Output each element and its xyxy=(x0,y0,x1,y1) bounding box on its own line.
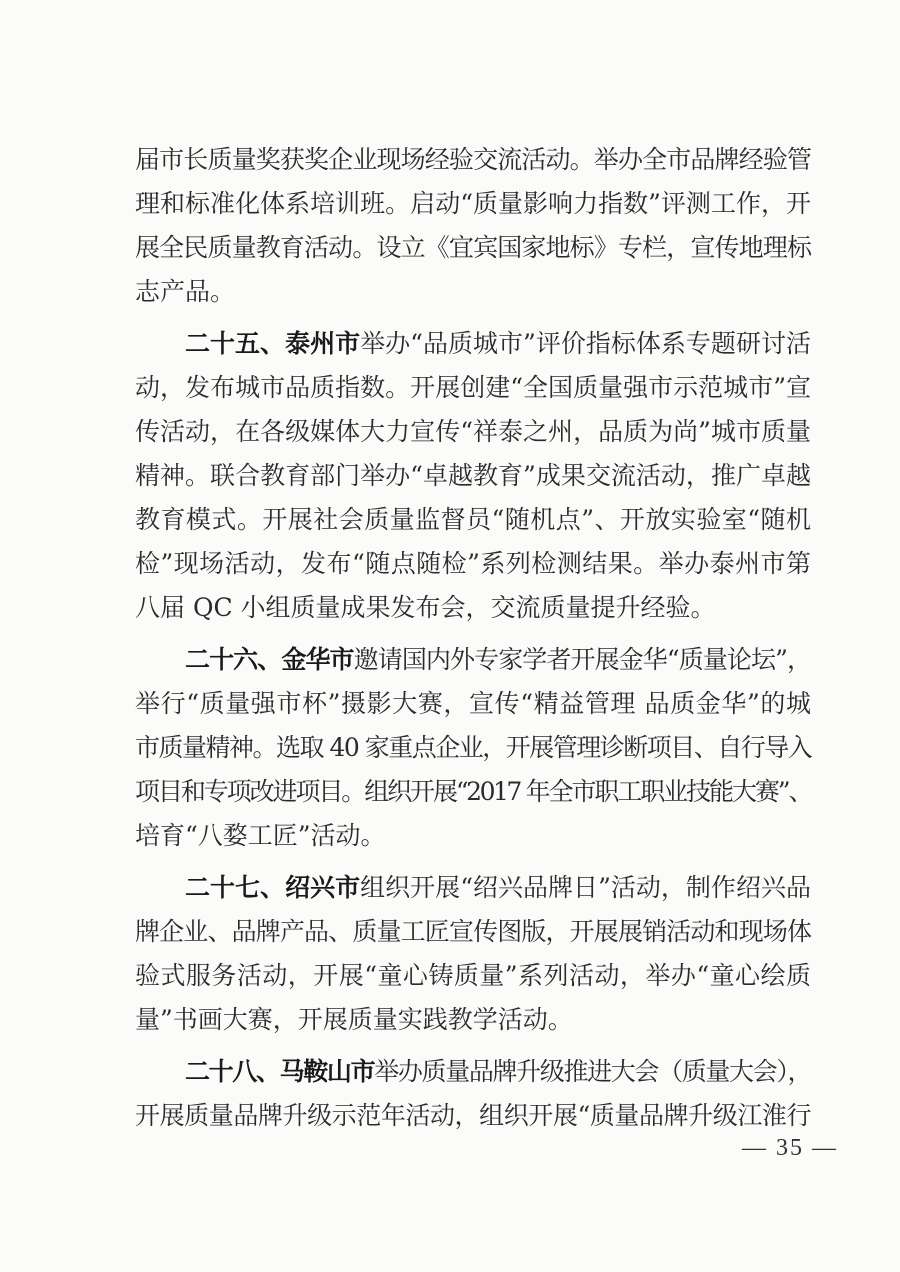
text-line: 牌企业、品牌产品、质量工匠宣传图版，开展展销活动和现场体 xyxy=(135,917,811,946)
paragraph-maanshan xyxy=(135,1050,811,1138)
text-line xyxy=(135,322,811,366)
text-line: 志产品。 xyxy=(135,277,236,306)
document-body xyxy=(135,138,811,1146)
text-line: 检”现场活动，发布“随点随检”系列检测结果。举办泰州市第 xyxy=(135,549,811,578)
text-span: 举办质量品牌升级推进大会（质量大会）， xyxy=(374,1057,811,1086)
text-line xyxy=(135,1050,811,1094)
text-line: 培育“八婺工匠”活动。 xyxy=(135,821,386,850)
paragraph-shaoxing xyxy=(135,866,811,1042)
text-line: 动，发布城市品质指数。开展创建“全国质量强市示范城市”宣 xyxy=(135,373,811,402)
text-line xyxy=(135,638,811,682)
section-heading: 二十五、泰州市 xyxy=(185,329,361,358)
text-span: 邀请国内外专家学者开展金华“质量论坛”， xyxy=(353,645,811,674)
text-line: 项目和专项改进项目。组织开展“2017 年全市职工职业技能大赛”、 xyxy=(135,777,811,806)
text-line: 传活动，在各级媒体大力宣传“祥泰之州，品质为尚”城市质量 xyxy=(135,417,811,446)
text-line: 教育模式。开展社会质量监督员“随机点”、开放实验室“随机 xyxy=(135,505,811,534)
text-line: 举行“质量强市杯”摄影大赛，宣传“精益管理 品质金华”的城 xyxy=(135,689,811,718)
paragraph-jinhua xyxy=(135,638,811,858)
text-line: 精神。联合教育部门举办“卓越教育”成果交流活动，推广卓越 xyxy=(135,461,811,490)
text-span: 组织开展“绍兴品牌日”活动，制作绍兴品 xyxy=(360,873,811,902)
section-heading: 二十七、绍兴市 xyxy=(185,873,361,902)
text-line xyxy=(135,866,811,910)
text-line: 验式服务活动，开展“童心铸质量”系列活动，举办“童心绘质 xyxy=(135,961,811,990)
paragraph-taizhou xyxy=(135,322,811,630)
text-line: 量”书画大赛，开展质量实践教学活动。 xyxy=(135,1005,573,1034)
text-line: 市质量精神。选取 40 家重点企业，开展管理诊断项目、自行导入 xyxy=(135,733,812,762)
text-line: 届市长质量奖获奖企业现场经验交流活动。举办全市品牌经验管 xyxy=(135,145,811,174)
text-line: 理和标准化体系培训班。启动“质量影响力指数”评测工作，开 xyxy=(135,189,811,218)
text-span: 举办“品质城市”评价指标体系专题研讨活 xyxy=(360,329,811,358)
section-heading: 二十八、马鞍山市 xyxy=(185,1057,375,1086)
page-number: — 35 — xyxy=(742,1135,838,1161)
paragraph-yibin-cont xyxy=(135,138,811,314)
text-line: 展全民质量教育活动。设立《宜宾国家地标》专栏，宣传地理标 xyxy=(135,233,811,262)
section-heading: 二十六、金华市 xyxy=(185,645,354,674)
text-line: 八届 QC 小组质量成果发布会，交流质量提升经验。 xyxy=(135,593,716,622)
text-line: 开展质量品牌升级示范年活动，组织开展“质量品牌升级江淮行 xyxy=(135,1101,811,1130)
